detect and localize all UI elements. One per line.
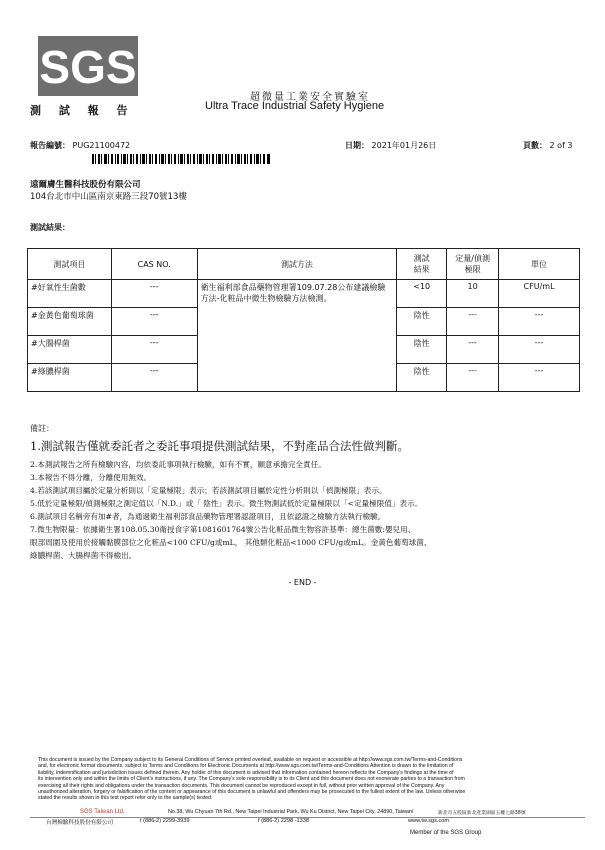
- barcode: [92, 154, 270, 164]
- cell-result: 陰性: [397, 364, 447, 392]
- results-table: [27, 248, 580, 392]
- header-result-line2: 結果: [413, 265, 430, 274]
- note-7-line2: 眼部周圍及使用於接觸黏膜部位之化粧品<100 CFU/g或mL， 其他類化粧品<1000 CFU/g或mL。金黃色葡萄球菌、: [30, 538, 432, 547]
- cell-unit: ---: [499, 336, 580, 364]
- header-cas: CAS NO.: [111, 249, 197, 280]
- end-marker: - END -: [288, 578, 317, 587]
- cell-limit: 10: [447, 280, 499, 308]
- cell-item: #金黃色葡萄球菌: [28, 308, 112, 336]
- notes-heading: 備註：: [30, 424, 54, 433]
- report-date-value: 2021年01月26日: [371, 141, 437, 150]
- header-result: [397, 249, 447, 280]
- header-result-line1: 測試: [413, 254, 430, 263]
- note-1: 1.測試報告僅就委託者之委託事項提供測試結果，不對產品合法性做判斷。: [30, 439, 409, 453]
- cell-method: 衛生福利部食品藥物管理署109.07.28公布建議檢驗方法-化粧品中微生物檢驗方法檢測。: [197, 280, 397, 392]
- cell-item: #好氧性生菌數: [28, 280, 112, 308]
- header-limit: [447, 249, 499, 280]
- disclaimer-line: and, for electronic format documents, subject to Terms and Conditions for Electronic Documents at http://www.sgs.com.tw/Terms-and-Conditions Attention is drawn to the limitation of: [38, 763, 454, 770]
- report-title: 測 試 報 告: [30, 104, 135, 117]
- svg-text:SGS: SGS: [39, 41, 137, 93]
- report-date-label: 日期：: [345, 141, 369, 150]
- header-limit-line2: 極限: [464, 265, 481, 274]
- cell-result: <10: [397, 280, 447, 308]
- report-date: [345, 140, 436, 151]
- cell-result: 陰性: [397, 336, 447, 364]
- sgs-logo: [38, 36, 138, 96]
- footer-address-zh: 新北市五股區新北產業園區五權七路38號: [438, 811, 526, 816]
- report-page: [523, 140, 573, 151]
- cell-result: 陰性: [397, 308, 447, 336]
- header-item: 測試項目: [28, 249, 112, 280]
- client-address: 104台北市中山區南京東路三段70號13樓: [30, 192, 187, 202]
- disclaimer-line: unauthorized alteration, forgery or falsification of the content or appearance of this document is unlawful and offenders may be prosecuted to the fullest extent of the law. Unless otherwise: [38, 789, 466, 796]
- cell-item: #綠膿桿菌: [28, 364, 112, 392]
- footer-phone: t (886-2) 2299-3939: [140, 818, 190, 824]
- report-number-value: PUG21100472: [72, 141, 131, 150]
- disclaimer-line: its intervention only and within the limits of Client's instructions, if any. The Company's sole responsibility is to its Client and this document does not exonerate parties to a transaction from: [38, 776, 465, 783]
- table-header-row: [28, 249, 580, 280]
- footer-web: www.tw.sgs.com: [408, 818, 450, 824]
- disclaimer-line: stated the results shown in this test report refer only to the sample(s) tested.: [38, 795, 213, 802]
- header-unit: 單位: [499, 249, 580, 280]
- note-5: 5.低於定量極限/偵測極限之測定值以「N.D.」或「 陰性」表示。微生物測試低於定量極限以「<定量極限值」表示。: [30, 499, 423, 508]
- cell-cas: ---: [111, 336, 197, 364]
- report-page-value: 2 of 3: [549, 141, 573, 150]
- note-7-line3: 綠膿桿菌、大腸桿菌不得檢出。: [30, 551, 137, 560]
- note-3: 3.本報告不得分離，分離使用無效。: [30, 473, 152, 482]
- report-page-label: 頁數：: [523, 141, 547, 150]
- footer-address-en: No.38, Wu Chyuan 7th Rd., New Taipei Industrial Park, Wu Ku District, New Taipei City, 24890, Taiwan/: [168, 809, 414, 815]
- note-4: 4.若該測試項目屬於定量分析則以「定量極限」表示；若該測試項目屬於定性分析則以「偵測極限」表示。: [30, 486, 387, 495]
- cell-limit: ---: [447, 336, 499, 364]
- header-method: 測試方法: [197, 249, 397, 280]
- header-limit-line1: 定量/偵測: [455, 254, 490, 263]
- disclaimer-line: exercising all their rights and obligations under the transaction documents. This document cannot be reproduced except in full, without prior written approval of the Company. Any: [38, 782, 445, 789]
- cell-cas: ---: [111, 364, 197, 392]
- disclaimer-line: This document is issued by the Company subject to its General Conditions of Service printed overleaf, available on request or accessible at http://www.sgs.com.tw/Terms-and-Conditions: [38, 757, 463, 763]
- footer-company-en: SGS Taiwan Ltd.: [80, 809, 125, 815]
- table-row: [28, 280, 580, 308]
- cell-limit: ---: [447, 364, 499, 392]
- disclaimer-line: liability, indemnification and jurisdiction issues defined therein. Any holder of this document is advised that information contained hereon reflects the Company's findings at the time of: [38, 769, 454, 776]
- note-2: 2.本測試報告之所有檢驗內容，均依委託事項執行檢驗，如有不實，願意承擔完全責任。: [30, 460, 326, 469]
- cell-cas: ---: [111, 280, 197, 308]
- cell-item: #大腸桿菌: [28, 336, 112, 364]
- cell-unit: CFU/mL: [499, 280, 580, 308]
- report-number: [30, 140, 130, 151]
- note-6: 6.測試項目名稱旁有加#者，為通過衛生福利部食品藥物管理署認證項目，且依認證之檢驗方法執行檢驗。: [30, 512, 386, 521]
- results-label: 測試結果：: [30, 223, 70, 232]
- lab-name-zh: 超微量工業安全實驗室: [250, 92, 370, 103]
- footer-member: Member of the SGS Group: [410, 830, 482, 836]
- footer-fax: f (886-2) 2298 -1338: [258, 818, 309, 824]
- lab-name-en: Ultra Trace Industrial Safety Hygiene: [205, 100, 385, 112]
- notes-section: [30, 423, 580, 562]
- legal-disclaimer: [38, 757, 583, 802]
- cell-unit: ---: [499, 308, 580, 336]
- cell-unit: ---: [499, 364, 580, 392]
- note-7-line1: 7.微生物限量：依據衛生署108.05.30衛授食字第1081601764號公告化粧品微生物容許基準：總生菌數:嬰兒用、: [30, 525, 416, 534]
- report-number-label: 報告編號：: [30, 141, 70, 150]
- cell-limit: ---: [447, 308, 499, 336]
- client-company: 遠爾膚生醫科技股份有限公司: [30, 180, 141, 190]
- cell-cas: ---: [111, 308, 197, 336]
- footer-company-zh: 台灣檢驗科技股份有限公司: [46, 820, 114, 826]
